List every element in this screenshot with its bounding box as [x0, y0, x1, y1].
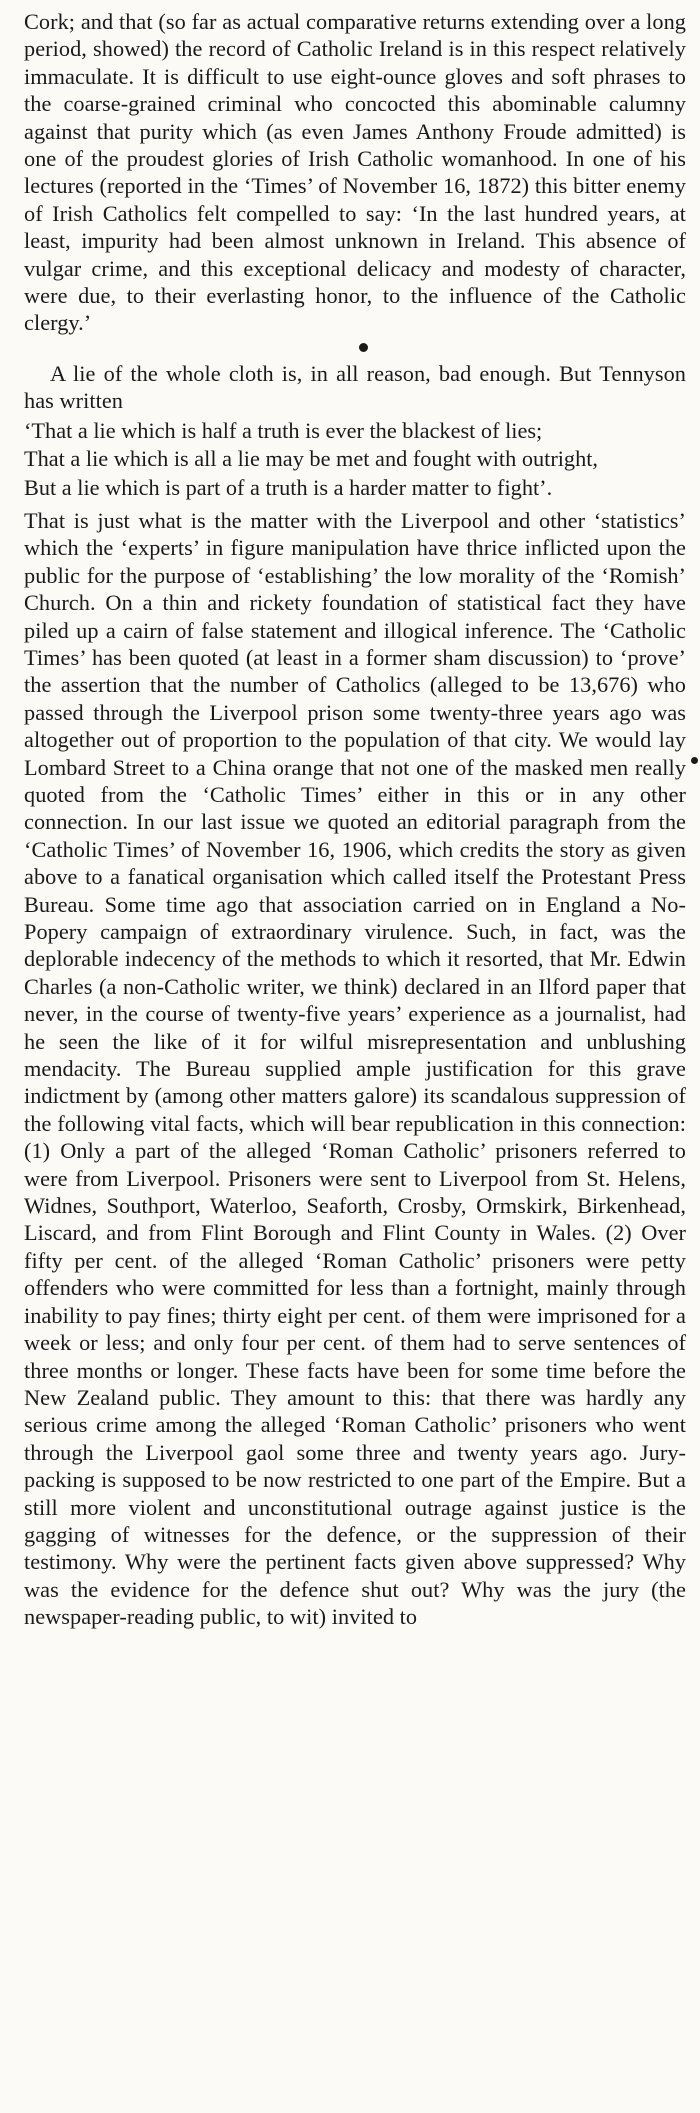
verse-line: But a lie which is part of a truth is a harder matter to fight’. — [24, 474, 553, 500]
section-divider-dot — [359, 343, 368, 352]
tennyson-verse — [24, 417, 686, 501]
verse-line: ‘That a lie which is half a truth is ever the blackest of lies; — [24, 417, 543, 443]
verse-line: That a lie which is all a lie may be met and fought with outright, — [24, 446, 599, 472]
paragraph-liverpool-statistics: That is just what is the matter with the Liverpool and other ‘statistics’ which the ‘experts’ in figure manipulation have thrice inflicted upon the public for the purpose of ‘establishing’ the low morality of the ‘Romish’ Church. On a thin and rickety foundation of statistical fact they have piled up a cairn of false statement and illogical inference. The ‘Catholic Times’ has been quoted (at least in a former sham discussion) to ‘prove’ the assertion that the number of Catholics (alleged to be 13,676) who passed through the Liverpool prison some twenty-three years ago was altogether out of proportion to the population of that city. We would lay Lombard Street to a China orange that not one of the masked men really quoted from the ‘Catholic Times’ either in this or in any other connection. In our last issue we quoted an editorial paragraph from the ‘Catholic Times’ of November 16, 1906, which credits the story as given above to a fanatical organisation which called itself the Protestant Press Bureau. Some time ago that association carried on in England a No-Popery campaign of extraordinary virulence. Such, in fact, was the deplorable indecency of the methods to which it resorted, that Mr. Edwin Charles (a non-Catholic writer, we think) declared in an Ilford paper that never, in the course of twenty-five years’ experience as a journalist, had he seen the like of it for wilful misrepresentation and unblushing mendacity. The Bureau supplied ample justification for this grave indictment by (among other matters galore) its scandalous suppression of the following vital facts, which will bear republication in this connection: (1) Only a part of the alleged ‘Roman Catholic’ prisoners referred to were from Liverpool. Prisoners were sent to Liverpool from St. Helens, Widnes, Southport, Waterloo, Seaforth, Crosby, Ormskirk, Birkenhead, Liscard, and from Flint Borough and Flint County in Wales. (2) Over fifty per cent. of the alleged ‘Roman Catholic’ prisoners were petty offenders who were committed for less than a fortnight, mainly through inability to pay fines; thirty eight per cent. of them were imprisoned for a week or less; and only four per cent. of them had to serve sentences of three months or longer. These facts have been for some time before the New Zealand public. They amount to this: that there was hardly any serious crime among the alleged ‘Roman Catholic’ prisoners who went through the Liverpool gaol some three and twenty years ago. Jury-packing is supposed to be now restricted to one part of the Empire. But a still more violent and unconstitutional outrage against justice is the gagging of witnesses for the defence, or the suppression of their testimony. Why were the pertinent facts given above suppressed? Why was the evidence for the defence shut out? Why was the jury (the newspaper-reading public, to wit) invited to — [24, 507, 686, 1630]
margin-ink-speck — [691, 757, 698, 764]
paragraph-tennyson-intro: A lie of the whole cloth is, in all reason, bad enough. But Tennyson has written — [24, 360, 686, 414]
paragraph-froude-quote: Cork; and that (so far as actual comparative returns extending over a long period, showed) the record of Catholic Ireland is in this respect relatively immaculate. It is difficult to use eight-ounce gloves and soft phrases to the coarse-grained criminal who concocted this abominable calumny against that purity which (as even James Anthony Froude admitted) is one of the proudest glories of Irish Catholic womanhood. In one of his lectures (reported in the ‘Times’ of November 16, 1872) this bitter enemy of Irish Catholics felt compelled to say: ‘In the last hundred years, at least, impurity had been almost unknown in Ireland. This absence of vulgar crime, and this exceptional delicacy and modesty of character, were due, to their everlasting honor, to the influence of the Catholic clergy.’ — [24, 9, 686, 336]
